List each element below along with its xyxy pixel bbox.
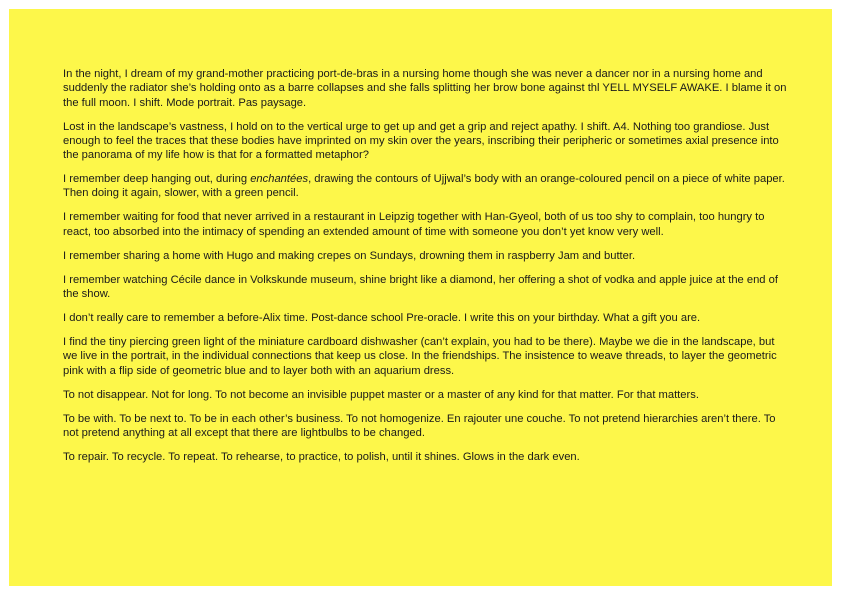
text-body <box>63 67 789 474</box>
paragraph-leipzig: I remember waiting for food that never arrived in a restaurant in Leipzig together with Han-Gyeol, both of us too shy to complain, too hungry to react, too absorbed into the intimacy of spending an extended amount of time with someone you don’t yet know very well. <box>63 211 765 238</box>
paragraph-dishwasher: I find the tiny piercing green light of the miniature cardboard dishwasher (can’t explain, you had to be there). Maybe we die in the landscape, but we live in the portrait, in the individual connections that keep us close. In the friendships. The insistence to weave threads, to layer the geometric pink with a flip side of geometric blue and to layer both with an aquarium dress. <box>63 335 777 377</box>
paragraph-landscape: Lost in the landscape’s vastness, I hold on to the vertical urge to get up and get a grip and reject apathy. I shift. A4. Nothing too grandiose. Just enough to feel the traces that these bodies have imprinted on my skin over the years, inscribing their peripheric or sometimes axial presence into the panorama of my life how is that for a formatted metaphor? <box>63 120 779 162</box>
paragraph-be-with: To be with. To be next to. To be in each other’s business. To not homogenize. En rajouter une couche. To not pretend hierarchies aren’t there. To not pretend anything at all except that there are lightbulbs to be changed. <box>63 412 776 439</box>
paragraph-dream: In the night, I dream of my grand-mother practicing port-de-bras in a nursing home though she was never a dancer nor in a nursing home and suddenly the radiator she’s holding onto as a barre collapses and she falls splitting her brow bone against thl YELL MYSELF AWAKE. I blame it on the full moon. I shift. Mode portrait. Pas paysage. <box>63 68 787 109</box>
paragraph-hugo: I remember sharing a home with Hugo and making crepes on Sundays, drowning them in raspberry Jam and butter. <box>63 249 636 262</box>
paragraph-ujjwal <box>63 172 789 201</box>
paragraph-ujjwal-end: , drawing the contours of Ujjwal’s body with an orange-coloured pencil on a piece of white paper. Then doing it again, slower, with a green pencil. <box>63 173 785 200</box>
paragraph-ujjwal-start: I remember deep hanging out, during <box>63 173 251 186</box>
paragraph-repair: To repair. To recycle. To repeat. To rehearse, to practice, to polish, until it shines. Glows in the dark even. <box>63 450 580 463</box>
yellow-paper-sheet <box>9 9 832 586</box>
emphasis-enchantees: enchantées <box>250 173 309 186</box>
paragraph-cecile: I remember watching Cécile dance in Volkskunde museum, shine bright like a diamond, her offering a shot of vodka and apple juice at the end of the show. <box>63 273 778 300</box>
paragraph-disappear: To not disappear. Not for long. To not become an invisible puppet master or a master of any kind for that matter. For that matters. <box>63 388 699 401</box>
paragraph-alix: I don’t really care to remember a before-Alix time. Post-dance school Pre-oracle. I write this on your birthday. What a gift you are. <box>63 311 701 324</box>
